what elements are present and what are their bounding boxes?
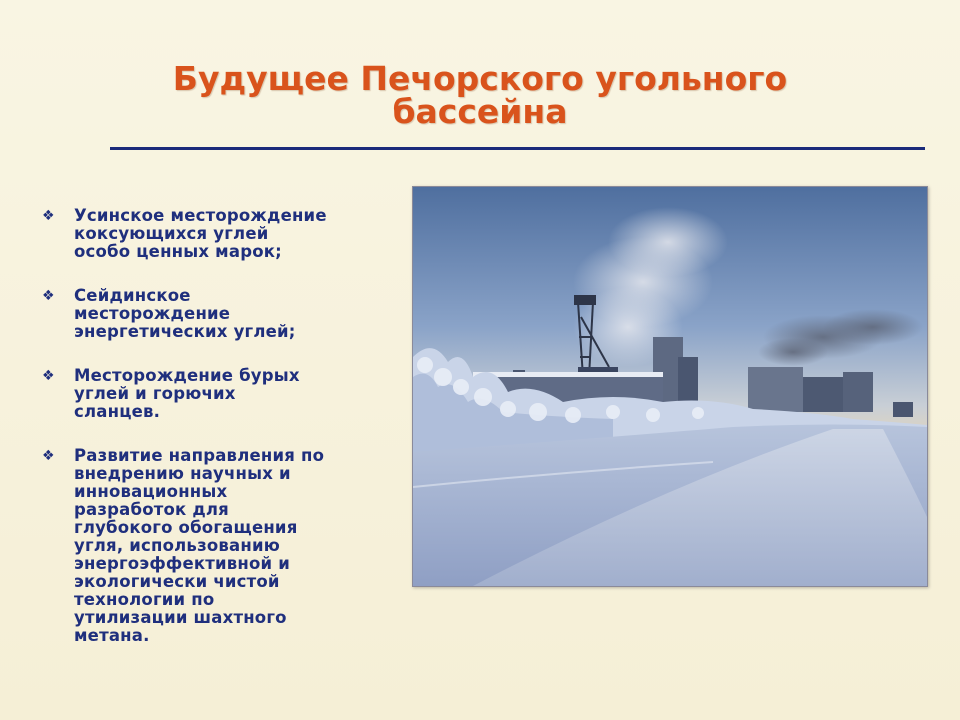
bullet-text: Развитие направления по внедрению научных и инновационных разработок для глубокого обогащения угля, использованию энергоэффективной и экологически чистой технологии по утилизации шахтного метана. [74,446,325,645]
diamond-bullet-icon: ❖ [42,448,55,464]
bullet-text: Месторождение бурых углей и горючих сланцев. [74,366,300,421]
diamond-bullet-icon: ❖ [42,368,55,384]
diamond-bullet-icon: ❖ [42,208,55,224]
bullet-item-development [42,447,402,645]
title-line-1: Будущее Печорского угольного [172,59,788,98]
bullet-text: Сейдинское месторождение энергетических углей; [74,286,296,341]
bullet-text: Усинское месторождение коксующихся углей особо ценных марок; [74,206,327,261]
bullet-list [42,207,402,671]
bullet-item-seyda [42,287,402,341]
slide-title [100,59,860,131]
bullet-item-brown-coal [42,367,402,421]
bullet-item-usinsk [42,207,402,261]
title-line-2: бассейна [392,92,568,131]
diamond-bullet-icon: ❖ [42,288,55,304]
title-underline [110,147,925,150]
mine-winter-photo [412,186,928,587]
